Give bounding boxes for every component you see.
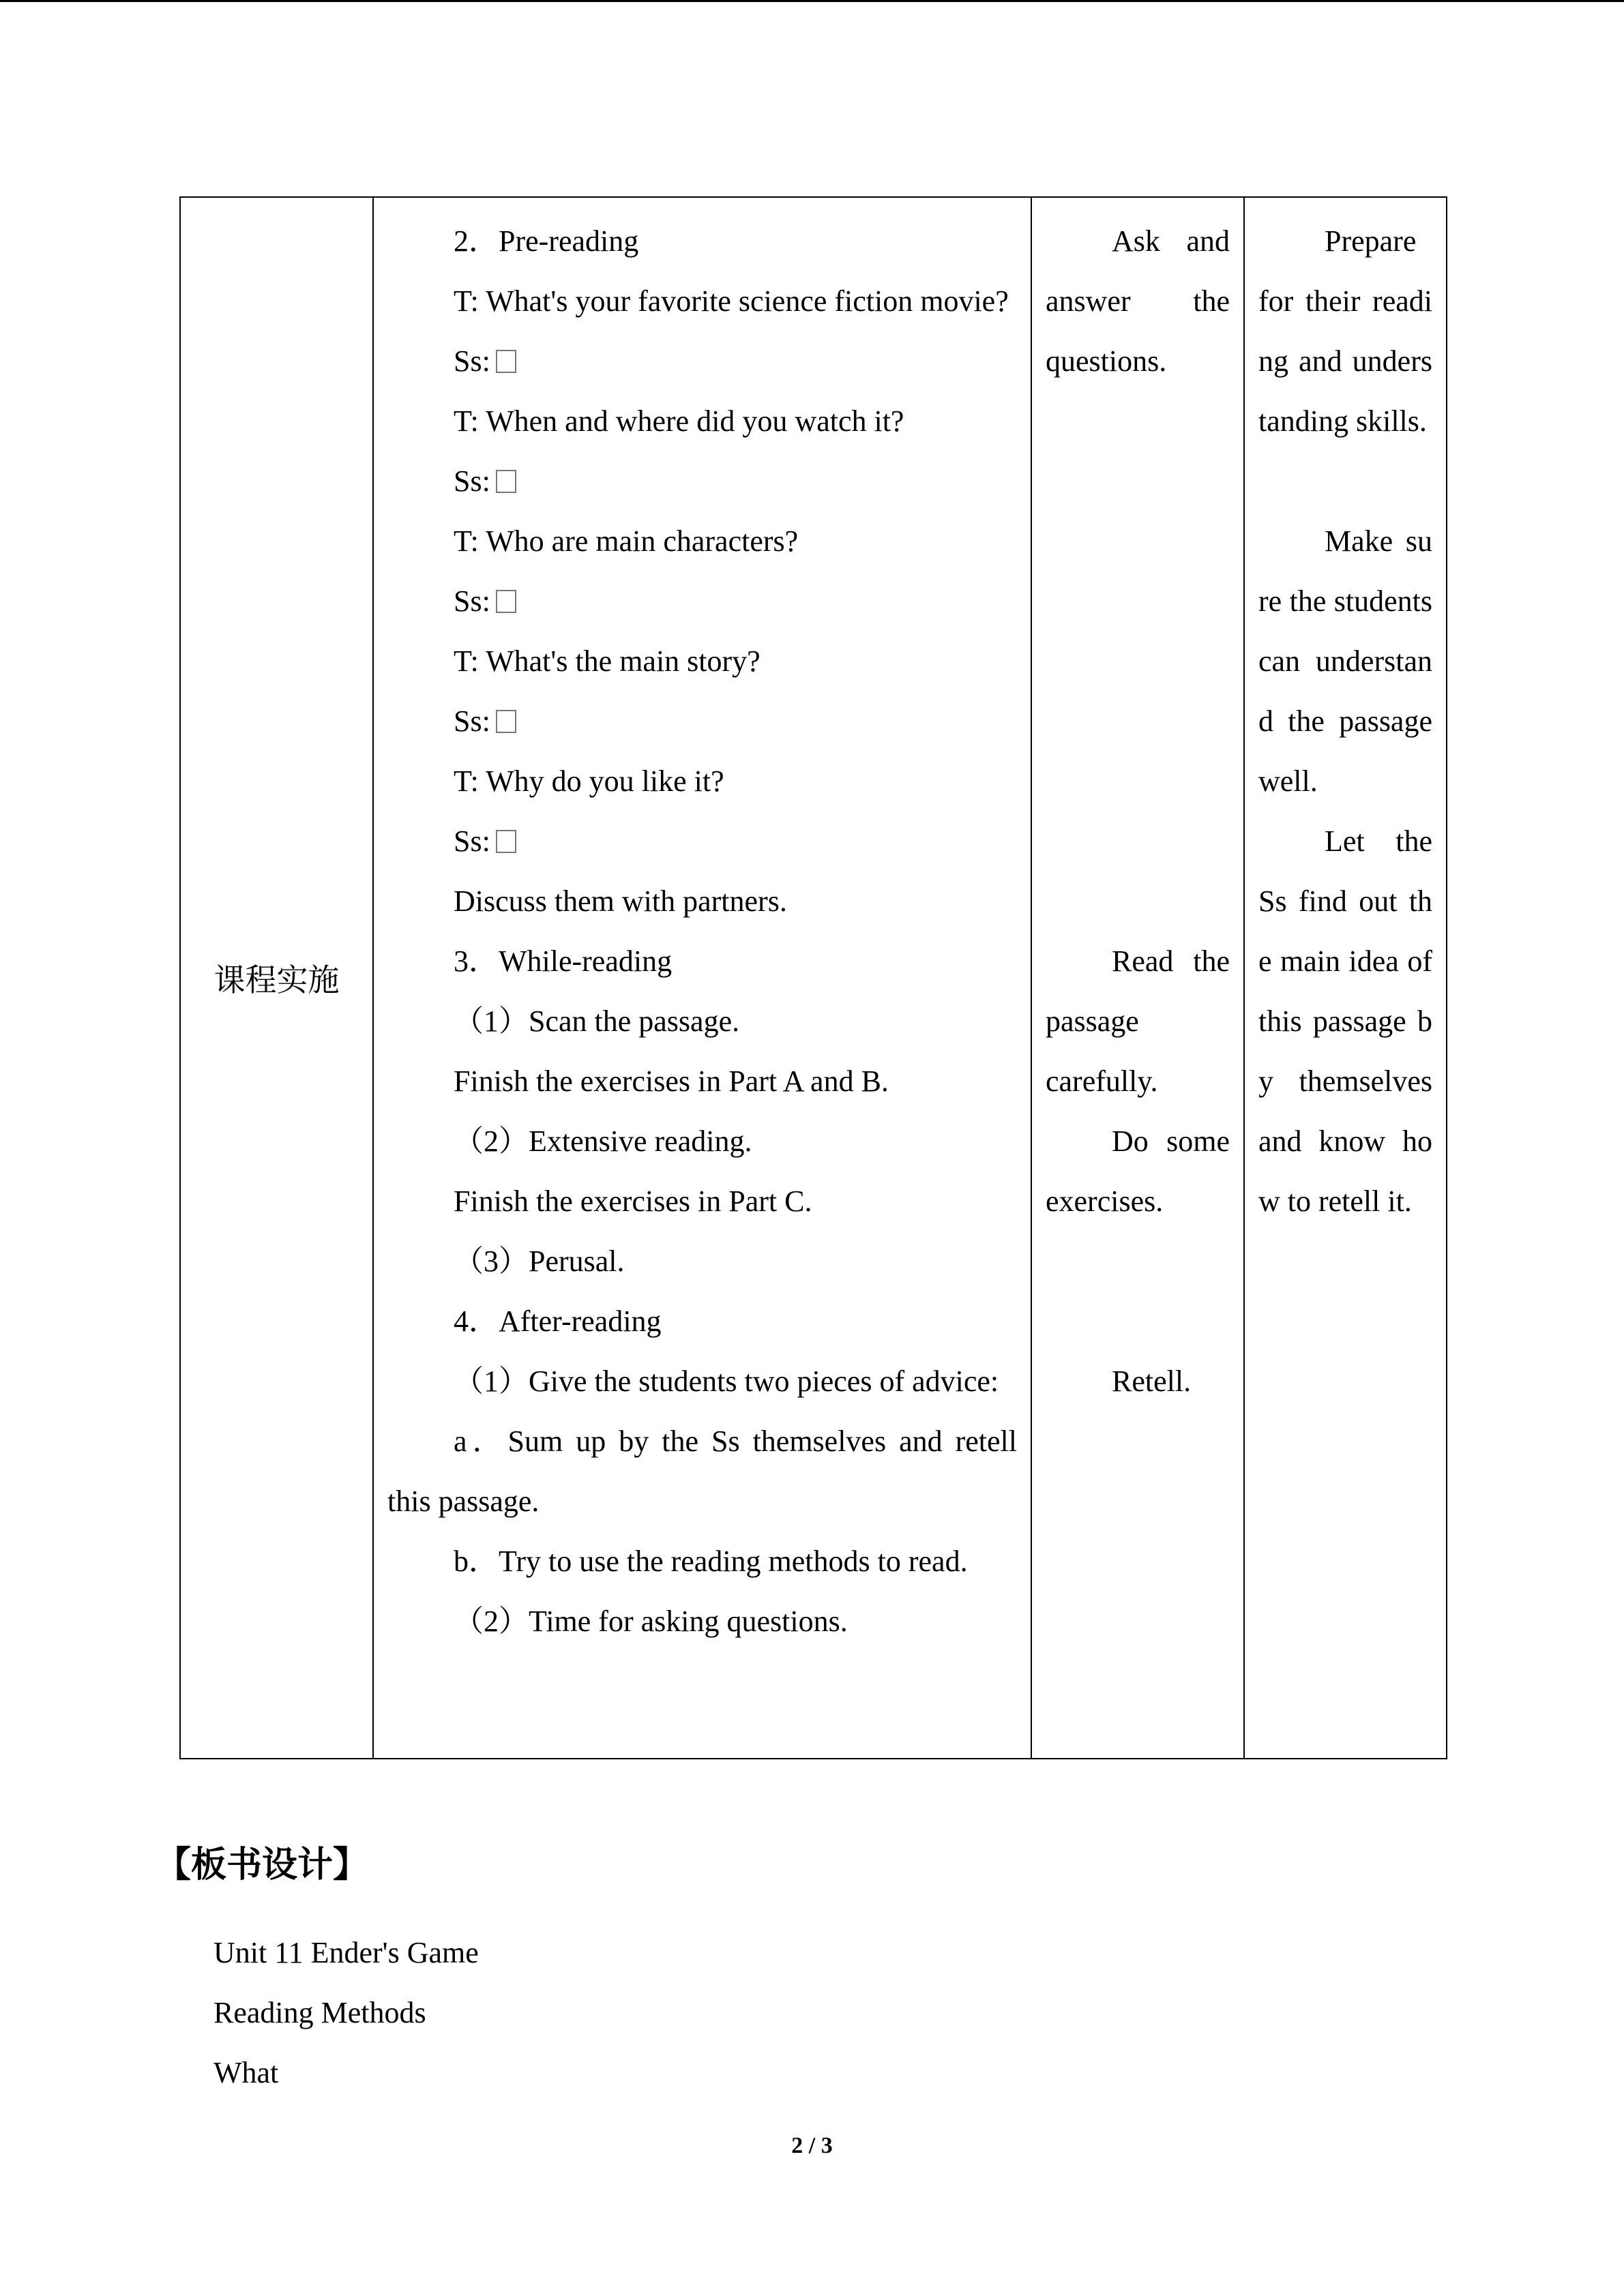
teaching-content-cell: [373, 197, 1031, 1759]
content-text: Ss:: [454, 704, 490, 738]
table-row: [180, 197, 1447, 1759]
student-activity-item: Read the passage carefully.: [1046, 944, 1230, 1098]
content-line: [387, 1232, 1017, 1292]
content-line: [387, 631, 1017, 691]
content-line: [387, 211, 1017, 271]
top-border-line: [0, 0, 1624, 2]
purpose-item: Make sure the students can understand the passage well.: [1258, 524, 1432, 798]
content-line: [387, 1592, 1017, 1652]
content-text: T: Why do you like it?: [454, 764, 724, 798]
student-activity-item: Do some exercises.: [1046, 1124, 1230, 1218]
content-text: T: What's the main story?: [454, 644, 761, 678]
content-line: [387, 1532, 1017, 1592]
content-line: [387, 751, 1017, 811]
board-design-line: Unit 11 Ender's Game: [213, 1936, 479, 1969]
content-text: T: What's your favorite science fiction movie?: [454, 284, 1009, 318]
content-line: [387, 871, 1017, 931]
student-activity-item: Retell.: [1112, 1365, 1192, 1398]
content-text: （1）Give the students two pieces of advice:: [454, 1365, 999, 1398]
content-line: [387, 1172, 1017, 1232]
board-design-line: Reading Methods: [213, 1996, 426, 2029]
content-text: Finish the exercises in Part C.: [454, 1184, 812, 1218]
content-text: Ss:: [454, 824, 490, 858]
answer-box-icon: [496, 470, 516, 493]
content-text: Finish the exercises in Part A and B.: [454, 1064, 889, 1098]
board-design-lines: [213, 1923, 479, 2103]
content-text: a．Sum up by the Ss themselves and retell this passage.: [387, 1425, 1017, 1518]
content-text: 3．While-reading: [454, 944, 673, 978]
content-line: [387, 1052, 1017, 1112]
content-text: Ss:: [454, 464, 490, 498]
content-text: T: Who are main characters?: [454, 524, 799, 558]
board-design-heading: 【板书设计】: [156, 1845, 369, 1885]
content-text: T: When and where did you watch it?: [454, 404, 904, 438]
content-text: Ss:: [454, 344, 490, 378]
student-activity-list: [1032, 198, 1243, 1412]
content-text: Discuss them with partners.: [454, 884, 787, 918]
purpose-cell: [1244, 197, 1447, 1759]
content-line: [387, 992, 1017, 1052]
content-line: [387, 1292, 1017, 1352]
content-line: [387, 1412, 1017, 1532]
content-line: [387, 1112, 1017, 1172]
content-text: （2）Extensive reading.: [454, 1124, 752, 1158]
content-text: 4．After-reading: [454, 1304, 662, 1338]
answer-box-icon: [496, 350, 516, 373]
content-line: [387, 271, 1017, 331]
lesson-plan-table: [179, 196, 1447, 1759]
content-line: [387, 511, 1017, 571]
content-line: [387, 691, 1017, 751]
content-text: （1）Scan the passage.: [454, 1004, 740, 1038]
answer-box-icon: [496, 710, 516, 733]
content-line: [387, 451, 1017, 511]
content-text: （3）Perusal.: [454, 1244, 625, 1278]
content-line: [387, 931, 1017, 992]
content-text: b．Try to use the reading methods to read.: [454, 1545, 968, 1578]
purpose-list: [1245, 198, 1446, 1232]
content-text: Ss:: [454, 584, 490, 618]
content-line: [387, 571, 1017, 631]
page-number: 2 / 3: [791, 2133, 833, 2158]
content-text: （2）Time for asking questions.: [454, 1605, 848, 1638]
answer-box-icon: [496, 590, 516, 613]
content-line: [387, 811, 1017, 871]
student-activity-item: Ask and answer the questions.: [1046, 224, 1230, 378]
content-text: 2．Pre-reading: [454, 224, 639, 258]
board-design-line: What: [213, 2056, 279, 2089]
answer-box-icon: [496, 830, 516, 853]
student-activity-cell: [1031, 197, 1244, 1759]
content-line: [387, 1352, 1017, 1412]
purpose-item: Prepare for their reading and understanding skills.: [1258, 224, 1432, 438]
stage-cell: 课程实施: [180, 197, 373, 1759]
purpose-item: Let the Ss find out the main idea of this passage by themselves and know how to retell it.: [1258, 824, 1432, 1218]
teaching-content-list: [374, 198, 1031, 1652]
content-line: [387, 391, 1017, 451]
content-line: [387, 331, 1017, 391]
